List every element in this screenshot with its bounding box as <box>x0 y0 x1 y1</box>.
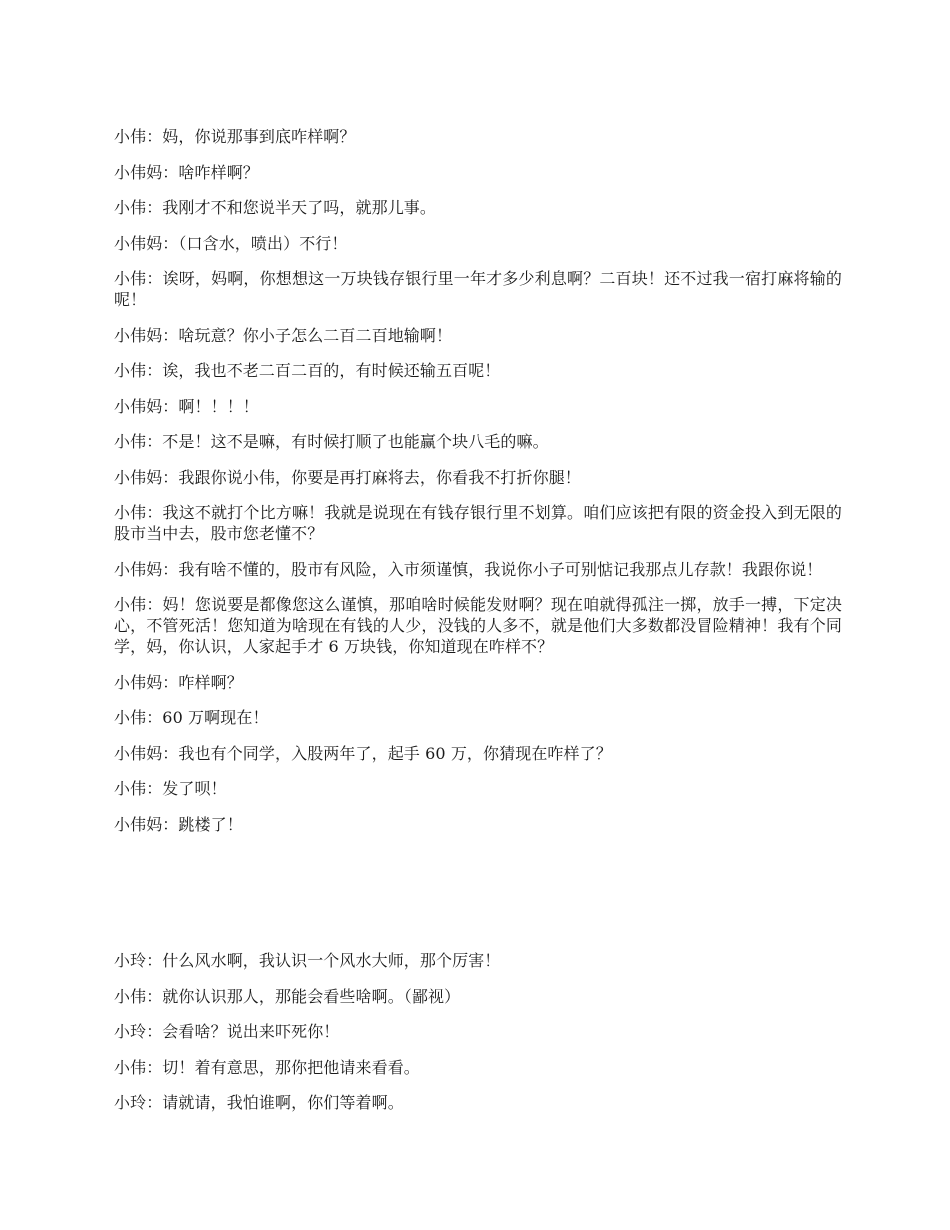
dialogue-line: 小伟妈：啥咋样啊？ <box>114 162 259 182</box>
dialogue-line: 小伟：我刚才不和您说半天了吗，就那儿事。 <box>114 198 437 217</box>
dialogue-line: 小玲：会看啥？说出来吓死你！ <box>114 1022 340 1041</box>
dialogue-line: 小玲：什么风水啊，我认识一个风水大师，那个厉害！ <box>114 951 501 970</box>
dialogue-line: 小伟：切！着有意思，那你把他请来看看。 <box>114 1057 420 1077</box>
dialogue-line: 小伟：发了呗！ <box>114 779 227 798</box>
dialogue-line: 小伟：60 万啊现在！ <box>114 708 269 727</box>
dialogue-line: 小伟妈：跳楼了！ <box>114 814 243 834</box>
dialogue-section-1 <box>114 126 842 849</box>
dialogue-line: 小伟：诶，我也不老二百二百的，有时候还输五百呢！ <box>114 361 501 380</box>
dialogue-line: 小伟：我这不就打个比方嘛！我就是说现在有钱存银行里不划算。咱们应该把有限的资金投入到无限的股市当中去，股市您老懂不？ <box>114 503 842 543</box>
dialogue-line: 小伟妈：我跟你说小伟，你要是再打麻将去，你看我不打折你腿！ <box>114 467 581 487</box>
dialogue-line: 小伟妈：我有啥不懂的，股市有风险，入市须谨慎，我说你小子可别惦记我那点儿存款！我跟你说！ <box>114 559 823 579</box>
dialogue-line: 小伟：不是！这不是嘛，有时候打顺了也能赢个块八毛的嘛。 <box>114 432 549 451</box>
dialogue-line: 小伟妈：咋样啊？ <box>114 672 243 692</box>
dialogue-line: 小伟：就你认识那人，那能会看些啥啊。（鄙视） <box>114 986 461 1006</box>
dialogue-line: 小伟：妈！您说要是都像您这么谨慎，那咱啥时候能发财啊？现在咱就得孤注一掷，放手一搏，下定决心，不管死活！您知道为啥现在有钱的人少，没钱的人多不，就是他们大多数都没冒险精神！我有个同学，妈，你认识，人家起手才 6 万块钱，你知道现在咋样不？ <box>114 595 842 656</box>
dialogue-line: 小玲：请就请，我怕谁啊，你们等着啊。 <box>114 1093 404 1112</box>
dialogue-line: 小伟：妈，你说那事到底咋样啊？ <box>114 127 356 146</box>
dialogue-line: 小伟妈：（口含水，喷出）不行！ <box>114 233 348 253</box>
dialogue-line: 小伟：诶呀，妈啊，你想想这一万块钱存银行里一年才多少利息啊？二百块！还不过我一宿打麻将输的呢！ <box>114 269 842 309</box>
dialogue-line: 小伟妈：啥玩意？你小子怎么二百二百地输啊！ <box>114 325 453 345</box>
dialogue-section-2 <box>114 950 842 1128</box>
dialogue-line: 小伟妈：我也有个同学，入股两年了，起手 60 万，你猜现在咋样了？ <box>114 743 612 763</box>
dialogue-line: 小伟妈：啊！！！！ <box>114 396 259 416</box>
